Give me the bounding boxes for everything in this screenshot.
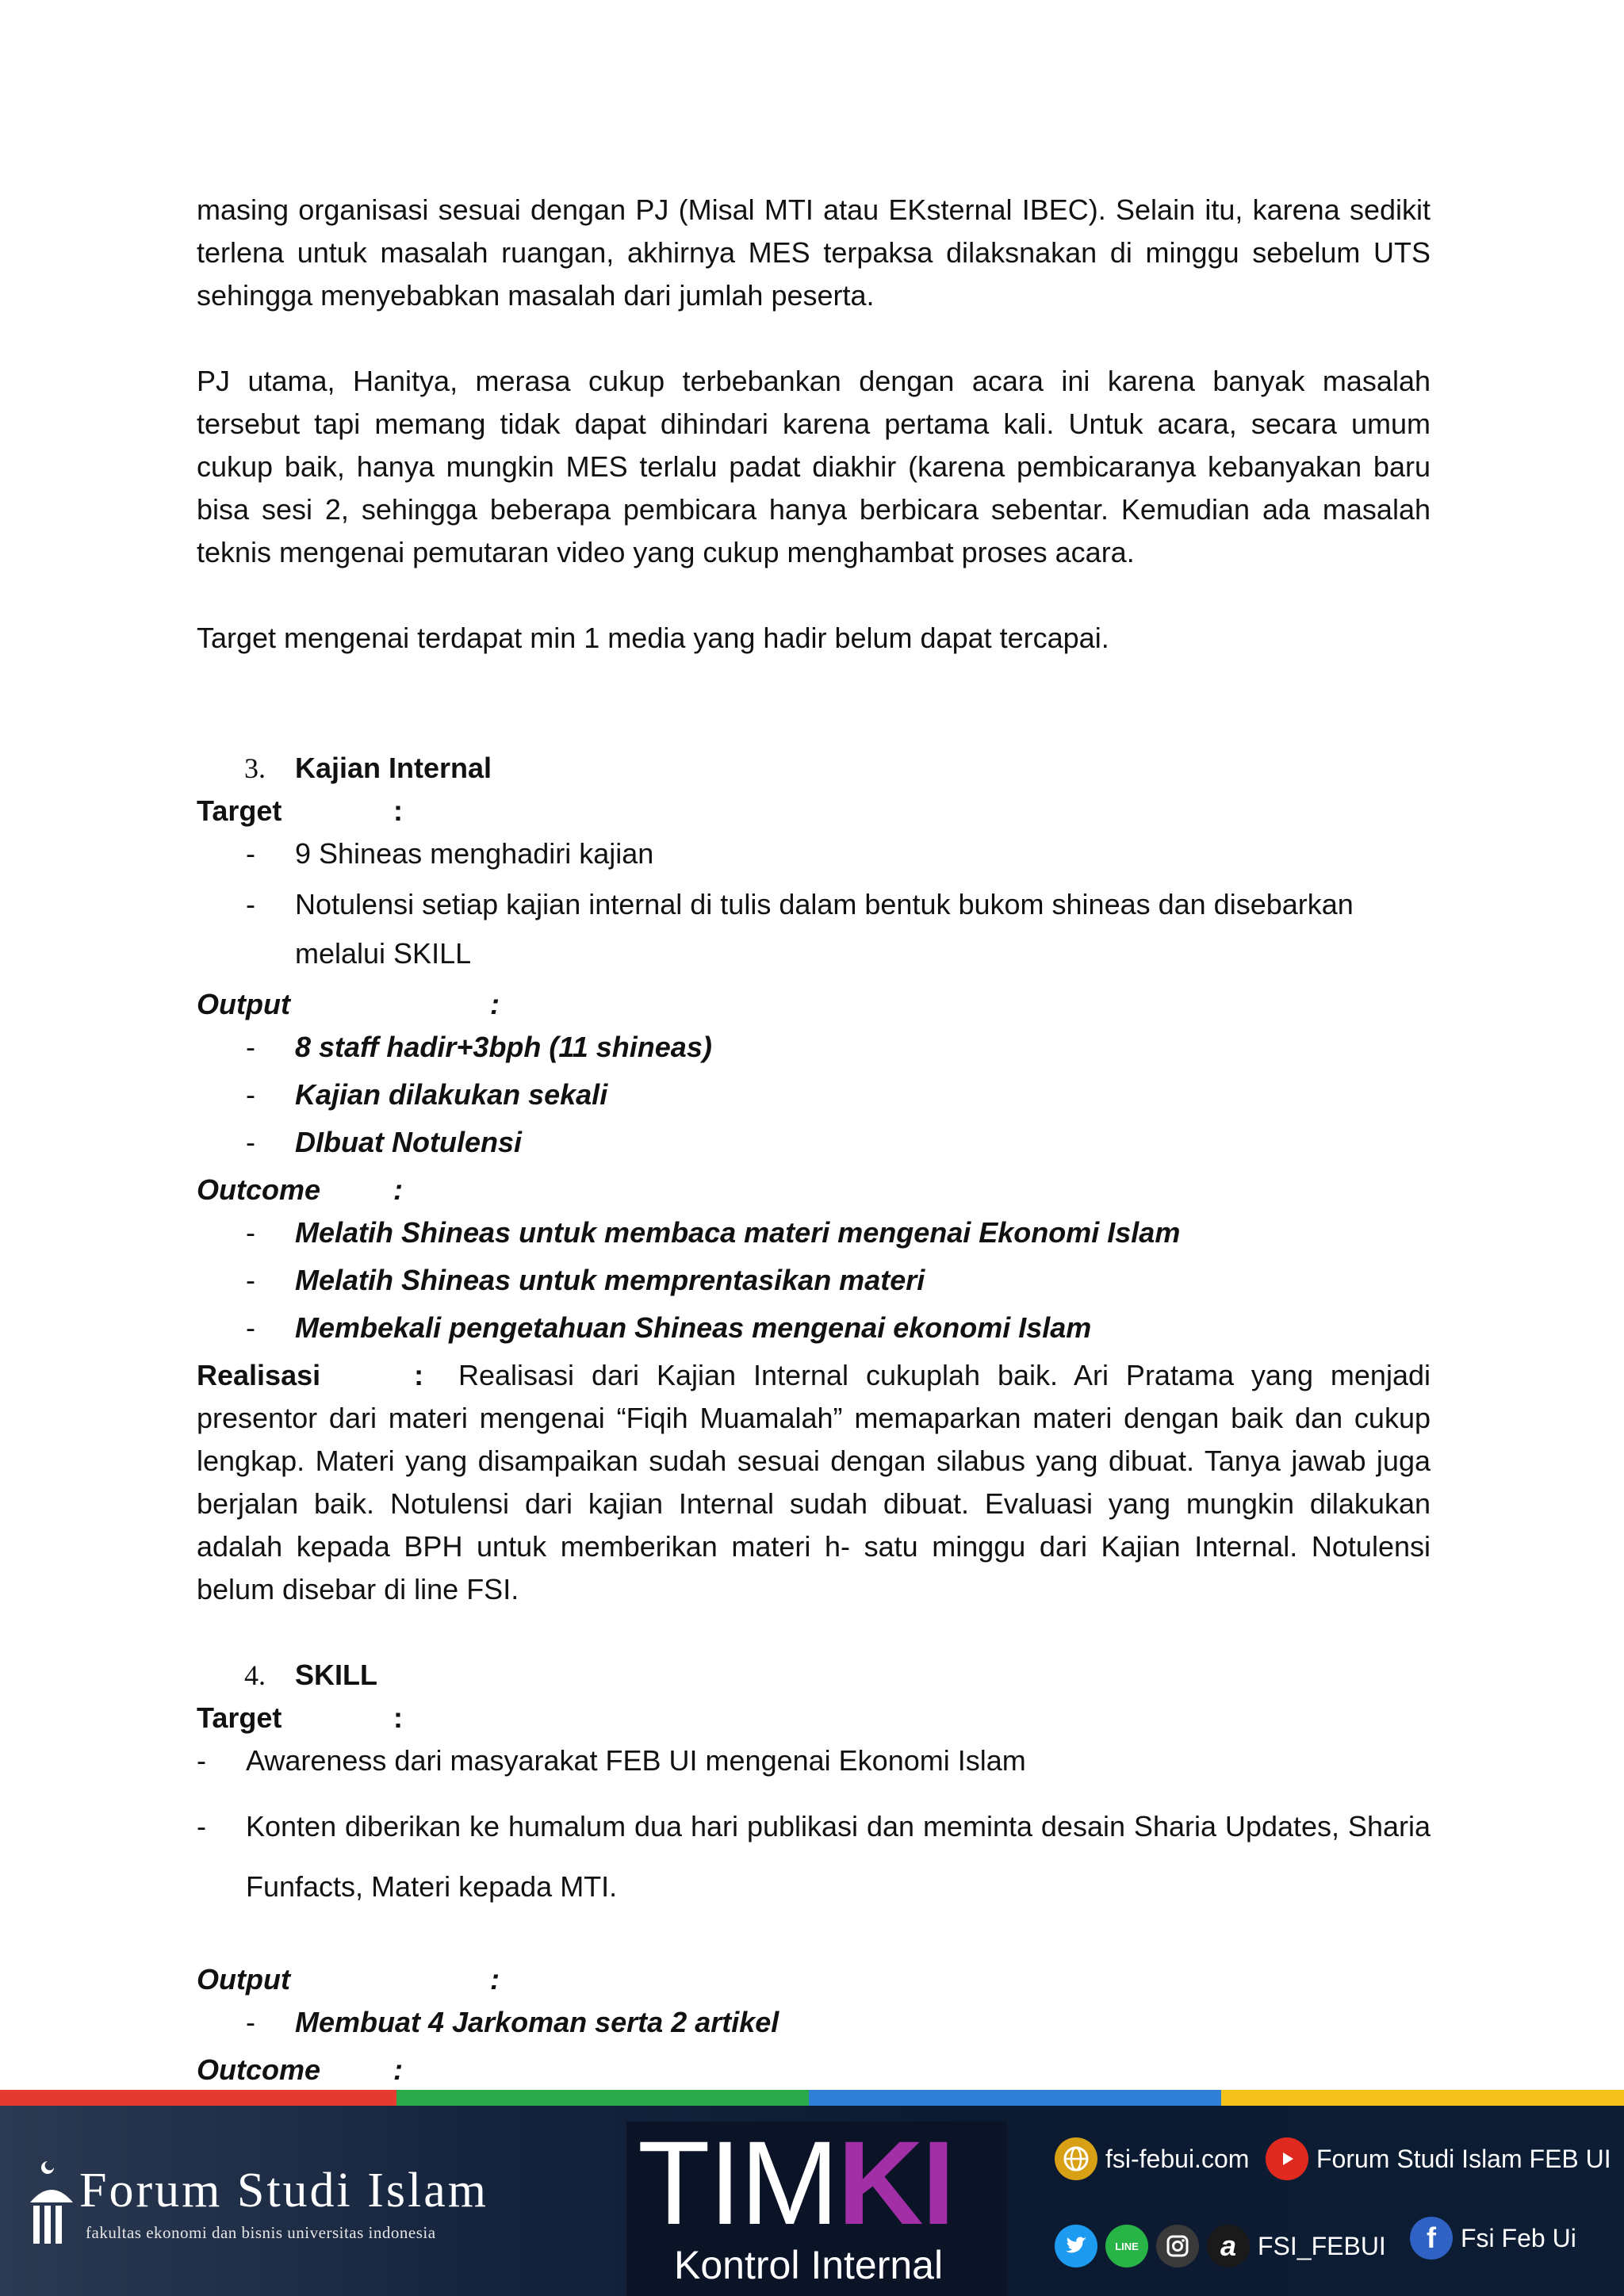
section-number: 4. — [244, 1659, 266, 1691]
outcome-label-row — [197, 1169, 1431, 1211]
instagram-icon[interactable] — [1156, 2225, 1199, 2267]
list-item — [197, 1211, 1431, 1254]
colon: : — [393, 794, 403, 827]
stripe-blue — [809, 2090, 1221, 2106]
list-item-text: Melatih Shineas untuk memprentasikan materi — [295, 1264, 925, 1296]
list-item — [197, 1259, 1431, 1302]
list-item — [197, 1307, 1431, 1349]
section-title: Kajian Internal — [295, 752, 492, 784]
colon: : — [393, 1701, 403, 1734]
target-list — [197, 1739, 1431, 1917]
list-item-text: Notulensi setiap kajian internal di tulis dalam bentuk bukom shineas dan disebarkan melalui SKILL — [295, 888, 1354, 970]
list-item-text: 9 Shineas menghadiri kajian — [295, 837, 654, 870]
line-icon[interactable]: LINE — [1105, 2225, 1148, 2267]
target-label-row — [197, 1697, 1431, 1739]
dash-mark: - — [246, 1031, 255, 1063]
paragraph-2: PJ utama, Hanitya, merasa cukup terbebankan dengan acara ini karena banyak masalah tersebut tapi memang tidak dapat dihindari karena pertama kali. Untuk acara, secara umum cukup baik, hanya mungkin MES terlalu padat diakhir (karena pembicaranya kebanyakan baru bisa sesi 2, sehingga beberapa pembicara hanya berbicara sebentar. Kemudian ada masalah teknis mengenai pemutaran video yang cukup menghambat proses acara. — [197, 365, 1431, 568]
realisasi-label: Realisasi — [197, 1359, 321, 1391]
facebook-text: Fsi Feb Ui — [1461, 2223, 1576, 2252]
website-text: fsi-febui.com — [1105, 2144, 1250, 2173]
target-label: Target — [197, 1701, 282, 1734]
dash-mark: - — [246, 1311, 255, 1344]
list-item — [197, 2001, 1431, 2044]
dash-mark: - — [246, 1126, 255, 1158]
colon: : — [393, 1173, 403, 1206]
outcome-label: Outcome — [197, 1173, 321, 1206]
timki-subtitle: Kontrol Internal — [674, 2243, 944, 2287]
timki-wordmark — [638, 2116, 954, 2249]
colon: : — [490, 988, 500, 1020]
output-list — [197, 1026, 1431, 1164]
output-label: Output — [197, 1963, 290, 1996]
list-item-text: DIbuat Notulensi — [295, 1126, 522, 1158]
output-label: Output — [197, 988, 290, 1020]
colon: : — [393, 2053, 403, 2086]
ki-text: KI — [837, 2116, 954, 2249]
youtube-link[interactable] — [1266, 2137, 1611, 2180]
target-list — [197, 832, 1431, 978]
outcome-list — [197, 1211, 1431, 1349]
outcome-label-row — [197, 2049, 1431, 2091]
facebook-link[interactable] — [1410, 2217, 1576, 2260]
section-title: SKILL — [295, 1659, 377, 1691]
facebook-icon: f — [1410, 2217, 1453, 2260]
list-item — [197, 880, 1431, 978]
document-body — [197, 189, 1431, 2091]
list-item — [197, 1073, 1431, 1116]
paragraph-1: masing organisasi sesuai dengan PJ (Misal MTI atau EKsternal IBEC). Selain itu, karena sedikit terlena untuk masalah ruangan, akhirnya MES terpaksa dilaksnakan di minggu sebelum UTS sehingga menyebabkan masalah dari jumlah peserta. — [197, 193, 1431, 312]
list-item-text: Melatih Shineas untuk membaca materi mengenai Ekonomi Islam — [295, 1216, 1181, 1249]
mosque-logo-icon — [24, 2153, 79, 2248]
stripe-red — [0, 2090, 396, 2106]
dash-mark: - — [246, 1216, 255, 1249]
stripe-green — [396, 2090, 809, 2106]
dash-mark: - — [246, 1078, 255, 1111]
list-item — [197, 832, 1431, 875]
org-subtitle: fakultas ekonomi dan bisnis universitas indonesia — [86, 2223, 436, 2242]
youtube-icon — [1266, 2137, 1308, 2180]
social-links[interactable] — [1055, 2225, 1386, 2267]
stripe-yellow — [1221, 2090, 1624, 2106]
output-label-row — [197, 1958, 1431, 2001]
tim-text: TIM — [638, 2116, 838, 2249]
dash-mark: - — [246, 837, 255, 870]
list-item-text: Membekali pengetahuan Shineas mengenai ekonomi Islam — [295, 1311, 1092, 1344]
section-number: 3. — [244, 752, 266, 784]
dash-mark: - — [246, 888, 255, 920]
dash-mark: - — [197, 1744, 206, 1777]
dash-mark: - — [246, 1264, 255, 1296]
section-3-heading — [197, 747, 1431, 790]
social-handle-text: FSI_FEBUI — [1258, 2231, 1386, 2260]
target-label-row — [197, 790, 1431, 832]
list-item — [197, 1026, 1431, 1069]
output-list — [197, 2001, 1431, 2044]
list-item-text: Kajian dilakukan sekali — [295, 1078, 608, 1111]
timki-logo — [626, 2116, 1007, 2296]
realisasi-paragraph — [197, 1354, 1431, 1611]
list-item-text: Membuat 4 Jarkoman serta 2 artikel — [295, 2006, 779, 2038]
twitter-icon[interactable] — [1055, 2225, 1097, 2267]
outcome-label: Outcome — [197, 2053, 321, 2086]
ask-fm-icon[interactable]: a — [1207, 2225, 1250, 2267]
footer-banner — [0, 2090, 1624, 2296]
list-item — [197, 1121, 1431, 1164]
colon: : — [414, 1359, 424, 1391]
list-item-text: Konten diberikan ke humalum dua hari publikasi dan meminta desain Sharia Updates, Sharia Funfacts, Materi kepada MTI. — [246, 1810, 1431, 1903]
dash-mark: - — [246, 2006, 255, 2038]
list-item-text: Awareness dari masyarakat FEB UI mengenai Ekonomi Islam — [246, 1744, 1026, 1777]
list-item-text: 8 staff hadir+3bph (11 shineas) — [295, 1031, 712, 1063]
section-4-heading — [197, 1654, 1431, 1697]
website-link[interactable] — [1055, 2137, 1249, 2180]
dash-mark: - — [197, 1810, 206, 1843]
youtube-text: Forum Studi Islam FEB UI — [1316, 2144, 1611, 2173]
paragraph-3: Target mengenai terdapat min 1 media yang hadir belum dapat tercapai. — [197, 622, 1109, 654]
list-item — [197, 1739, 1431, 1782]
colon: : — [490, 1963, 500, 1996]
list-item — [197, 1797, 1431, 1917]
globe-icon — [1055, 2137, 1097, 2180]
realisasi-text: Realisasi dari Kajian Internal cukuplah baik. Ari Pratama yang menjadi presentor dari materi mengenai “Fiqih Muamalah” memaparkan materi dengan baik dan cukup lengkap. Materi yang disampaikan sudah sesuai dengan silabus yang dibuat. Tanya jawab juga berjalan baik. Notulensi dari kajian Internal sudah dibuat. Evaluasi yang mungkin dilakukan adalah kepada BPH untuk memberikan materi h- satu minggu dari Kajian Internal. Notulensi belum disebar di line FSI. — [197, 1359, 1431, 1605]
output-label-row — [197, 983, 1431, 1026]
fsi-logo — [24, 2153, 579, 2288]
target-label: Target — [197, 794, 282, 827]
org-name: Forum Studi Islam — [79, 2164, 489, 2218]
